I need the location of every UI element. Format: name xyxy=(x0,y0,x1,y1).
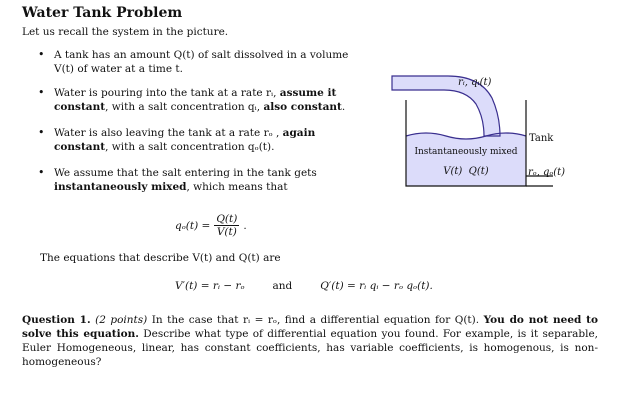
bullet-bold: again constant xyxy=(54,127,316,153)
list-item xyxy=(22,48,367,86)
tank-water xyxy=(406,133,526,186)
question-text: Describe what type of differential equation you found. For example, is it separable, Euler Homogeneous, linear, has constant coefficients, has variable coefficients, is homogenous, is non-homogeneous? xyxy=(22,328,598,368)
bullet-bold: instantaneously mixed xyxy=(54,181,187,193)
tank-label: Tank xyxy=(529,133,554,144)
tank-diagram xyxy=(388,68,593,203)
bullet-text: with a salt concentration qₒ(t). xyxy=(108,141,275,153)
question-1 xyxy=(22,313,598,369)
fraction-numerator: Q(t) xyxy=(216,213,238,225)
list-item xyxy=(22,126,367,166)
question-text: In the case that rᵢ = rₒ, find a differential equation for Q(t). xyxy=(147,314,484,326)
question-bold: You do not need to solve this equation. xyxy=(22,314,599,340)
equation-and: and xyxy=(272,280,293,292)
list-item xyxy=(22,86,367,126)
assumption-list xyxy=(22,48,367,194)
equations-intro: The equations that describe V(t) and Q(t) are xyxy=(40,252,281,264)
volume-equation: V′(t) = rᵢ − rₒ xyxy=(175,280,245,292)
list-item xyxy=(22,166,367,194)
outflow-label: rₒ, qₒ(t) xyxy=(528,167,566,178)
bullet-bold: also constant xyxy=(263,101,342,113)
bullet-text: Water is pouring into the tank at a rate rᵢ, xyxy=(54,87,280,99)
outflow-concentration-equation xyxy=(175,213,247,238)
page-title: Water Tank Problem xyxy=(22,5,183,21)
bullet-text: , with a salt concentration qᵢ, xyxy=(105,101,264,113)
fraction xyxy=(214,213,239,238)
system-equations xyxy=(175,279,433,293)
bullet-text: , xyxy=(105,141,109,153)
bullet-bold: assume it constant xyxy=(54,87,337,113)
bullet-text: , which means that xyxy=(186,181,288,193)
contents-label: V(t) Q(t) xyxy=(443,166,489,177)
fraction-denominator: V(t) xyxy=(216,226,237,238)
question-label: Question 1. xyxy=(22,314,91,326)
question-points: (2 points) xyxy=(95,314,148,326)
intro-text: Let us recall the system in the picture. xyxy=(22,26,229,38)
equation-lhs: qₒ(t) = xyxy=(175,219,211,232)
salt-equation: Q′(t) = rᵢ qᵢ − rₒ qₒ(t). xyxy=(320,280,433,292)
mixed-label: Instantaneously mixed xyxy=(414,147,518,157)
bullet-text: Water is also leaving the tank at a rate rₒ , xyxy=(54,127,283,139)
bullet-text: . xyxy=(341,101,346,113)
bullet-text: A tank has an amount Q(t) of salt dissolved in a volume V(t) of water at a time t. xyxy=(54,49,349,75)
equation-end: . xyxy=(243,219,247,232)
bullet-text: We assume that the salt entering in the tank gets xyxy=(54,167,317,179)
inflow-label: rᵢ, qᵢ(t) xyxy=(458,77,492,88)
